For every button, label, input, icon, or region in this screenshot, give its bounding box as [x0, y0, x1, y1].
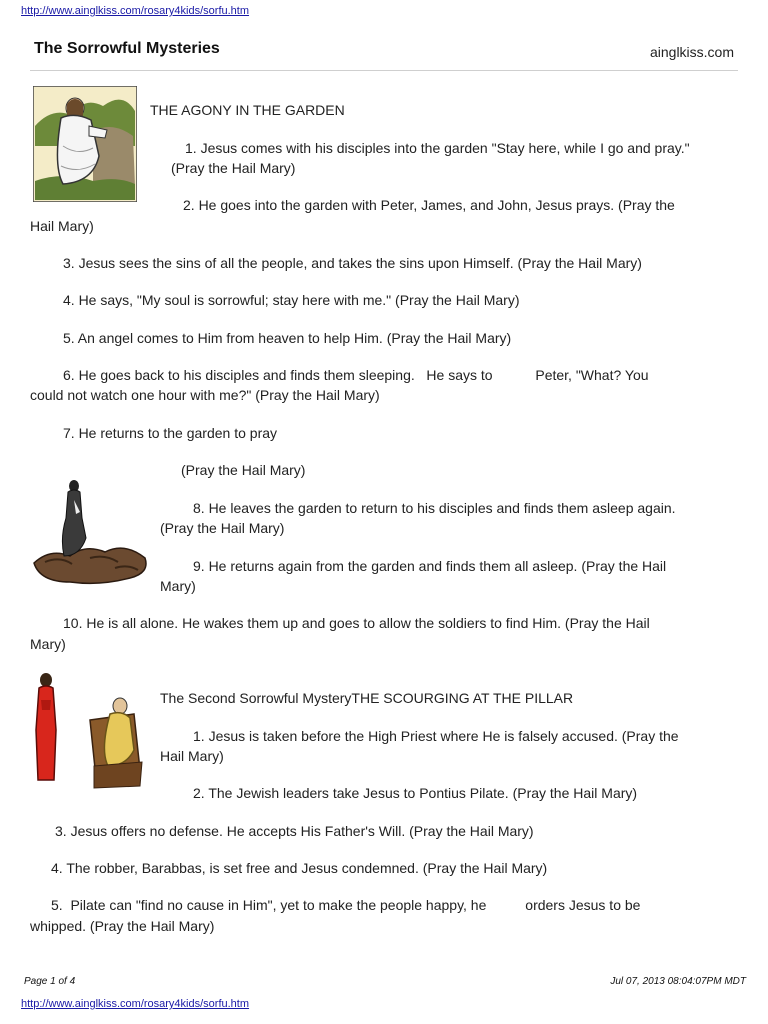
list-item: 3. Jesus sees the sins of all the people, and takes the sins upon Himself. (Pray the Hail Mary)	[63, 255, 642, 271]
list-item: 7. He returns to the garden to pray	[63, 425, 278, 441]
jesus-praying-rock-icon	[33, 86, 137, 202]
list-item: (Pray the Hail Mary)	[171, 160, 296, 176]
list-item: 5. An angel comes to Him from heaven to help Him. (Pray the Hail Mary)	[63, 330, 512, 346]
list-item: 9. He returns again from the garden and finds them all asleep. (Pray the Hail	[193, 558, 667, 574]
jesus-before-high-priest-icon	[30, 670, 152, 790]
list-item: 8. He leaves the garden to return to his disciples and finds them asleep again.	[193, 500, 676, 516]
list-item: 1. Jesus is taken before the High Priest where He is falsely accused. (Pray the	[193, 728, 679, 744]
list-item: 4. He says, "My soul is sorrowful; stay here with me." (Pray the Hail Mary)	[63, 292, 520, 308]
list-item: Hail Mary)	[30, 218, 94, 234]
list-item: 5. Pilate can "find no cause in Him", yet to make the people happy, he orders Jesus to be	[51, 897, 641, 913]
list-item: whipped. (Pray the Hail Mary)	[30, 918, 215, 934]
list-item: 10. He is all alone. He wakes them up and goes to allow the soldiers to find Him. (Pray the Hail	[63, 615, 650, 631]
page-url-link[interactable]: http://www.ainglkiss.com/rosary4kids/sorfu.htm	[21, 5, 250, 17]
page-url-link-bottom[interactable]: http://www.ainglkiss.com/rosary4kids/sorfu.htm	[21, 998, 250, 1010]
list-item: Mary)	[160, 578, 196, 594]
list-item: 2. He goes into the garden with Peter, James, and John, Jesus prays. (Pray the	[183, 197, 675, 213]
list-item: 3. Jesus offers no defense. He accepts His Father's Will. (Pray the Hail Mary)	[55, 823, 534, 839]
list-item: could not watch one hour with me?" (Pray the Hail Mary)	[30, 387, 380, 403]
mystery-heading: The Second Sorrowful MysteryTHE SCOURGING AT THE PILLAR	[160, 690, 574, 706]
site-name: ainglkiss.com	[649, 44, 734, 60]
list-item: Hail Mary)	[160, 748, 224, 764]
page-title: The Sorrowful Mysteries	[34, 40, 220, 57]
list-item: 1. Jesus comes with his disciples into the garden "Stay here, while I go and pray."	[185, 140, 690, 156]
list-item: Mary)	[30, 636, 66, 652]
list-item: (Pray the Hail Mary)	[160, 520, 285, 536]
list-item: 2. The Jewish leaders take Jesus to Pontius Pilate. (Pray the Hail Mary)	[193, 785, 638, 801]
list-item: (Pray the Hail Mary)	[181, 462, 306, 478]
print-timestamp: Jul 07, 2013 08:04:07PM MDT	[610, 976, 746, 987]
list-item: 4. The robber, Barabbas, is set free and Jesus condemned. (Pray the Hail Mary)	[51, 860, 548, 876]
mystery-heading: THE AGONY IN THE GARDEN	[150, 102, 345, 118]
page-number: Page 1 of 4	[24, 976, 76, 987]
list-item: 6. He goes back to his disciples and finds them sleeping. He says to Peter, "What? You	[63, 367, 649, 383]
kneeling-figure-rocks-icon	[30, 478, 152, 590]
header-divider	[30, 70, 738, 71]
